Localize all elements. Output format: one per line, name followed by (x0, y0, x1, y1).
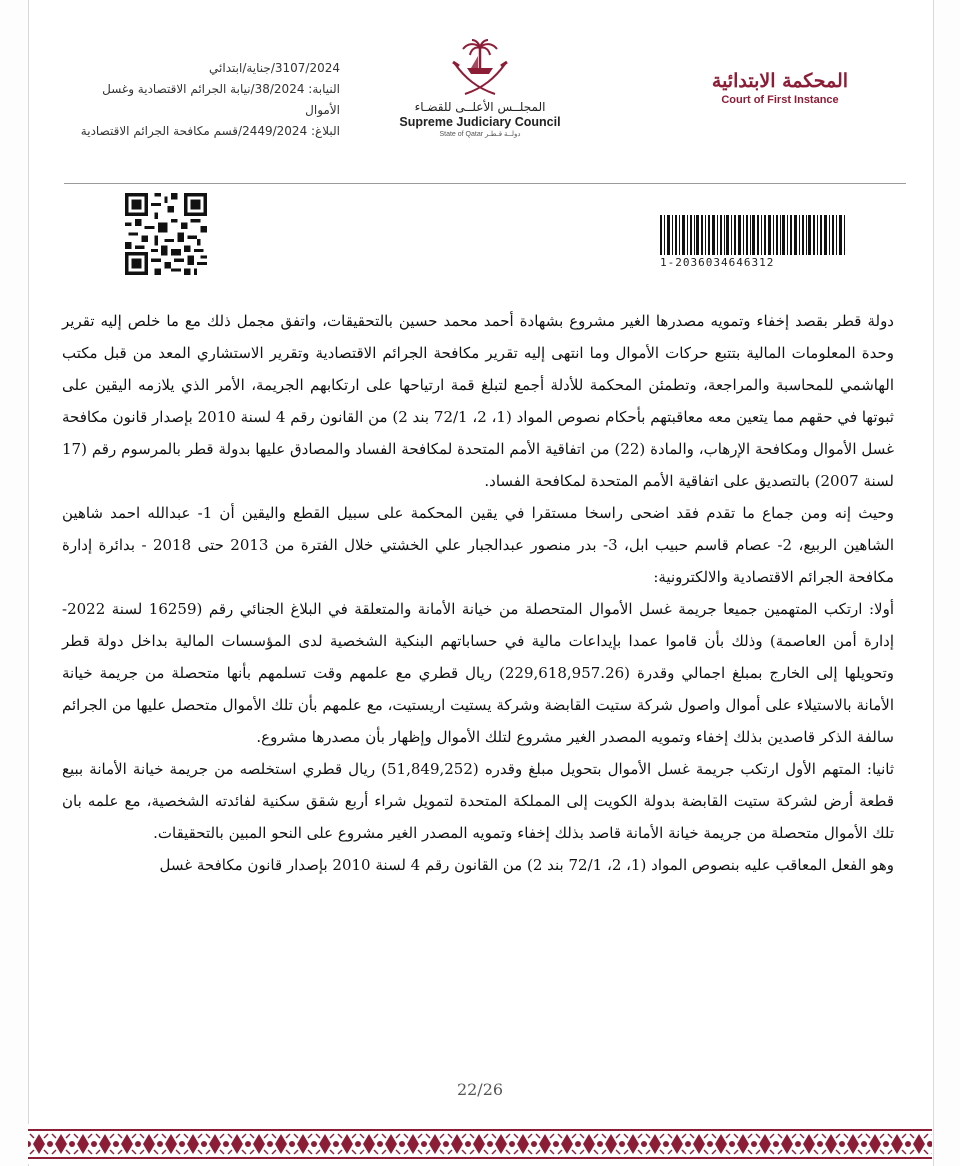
paragraph-charge-first: أولا: ارتكب المتهمين جميعا جريمة غسل الأموال المتحصلة من خيانة الأمانة والمتعلقة في البلاغ الجنائي رقم (16259 لسنة 2022- إدارة أمن العاصمة) وذلك بأن قاموا عمدا بإيداعات مالية في حساباتهم البنكية الشخصية لدى المؤسسات المالية بداخل دولة قطر وتحويلها إلى الخارج بمبلغ اجمالي وقدرة (229,618,957.26) ريال قطري مع علمهم وقت تسلمهم بأنها متحصلة من جريمة خيانة الأمانة بالاستيلاء على أموال واصول شركة ستيت القابضة وشركة يستيت اريستيت، مع علمهم بأن تلك الأموال متحصل عليها من الجرائم سالفة الذكر قاصدين بذلك إخفاء وتمويه المصدر الغير مشروع لتلك الأموال وإظهار بأن مصدرها مشروع. (62, 600, 894, 746)
palm-swords-emblem-icon (445, 38, 515, 98)
council-state-label: State of Qatar دولــة قـطـر (439, 131, 521, 138)
barcode-icon (660, 215, 845, 255)
council-name-english: Supreme Judiciary Council (399, 115, 561, 129)
case-number: 3107/2024/جناية/ابتدائي (209, 61, 340, 75)
header-divider (64, 183, 906, 184)
qr-code-icon (125, 193, 207, 275)
prosecution-reference: النيابة: 38/2024/نيابة الجرائم الاقتصادية وغسل (102, 82, 340, 96)
paragraph-charge-second: ثانيا: المتهم الأول ارتكب جريمة غسل الأموال بتحويل مبلغ وقدره (51,849,252) ريال قطري استخلصه من جريمة خيانة الأمانة ببيع قطعة أرض لشركة ستيت القابضة بدولة الكويت إلى المملكة المتحدة لتمويل شراء أربع شقق سكنية لفائدته الشخصية، مع علمه بان تلك الأموال متحصلة من جريمة خيانة الأمانة قاصد بذلك إخفاء وتمويه المصدر الغير مشروع على النحو المبين بالتحقيقات. (62, 760, 894, 842)
paragraph-penalty-articles: وهو الفعل المعاقب عليه بنصوص المواد (1، 2، 72/1 بند 2) من القانون رقم 4 لسنة 2010 بإصدار قانون مكافحة غسل (159, 856, 894, 874)
court-name-english: Court of First Instance (721, 94, 839, 106)
council-name-arabic: المجلــس الأعلــى للقضـاء (414, 100, 546, 114)
paragraph-evidence: دولة قطر بقصد إخفاء وتمويه مصدرها الغير مشروع بشهادة أحمد محمد حسين بالتحقيقات، واتفق مجمل ذلك مع ما خلص إليه تقرير وحدة المعلومات المالية بتتبع حركات الأموال وما انتهى إليه تقرير مكافحة الجرائم الاقتصادية وتقرير الاستشاري المعد من قبل مكتب الهاشمي للمحاسبة والمراجعة، وتطمئن المحكمة للأدلة أجمع لتبلغ قمة ارتياحها على ارتكابهم الجريمة، الأمر الذي يلازمه اليقين على ثبوتها في حقهم مما يتعين معه معاقبتهم بأحكام نصوص المواد (1، 2، 72/1 بند 2) من القانون رقم 4 لسنة 2010 بإصدار قانون مكافحة غسل الأموال ومكافحة الإرهاب، والمادة (22) من اتفاقية الأمم المتحدة لمكافحة الفساد والمصادق عليها بدولة قطر بالمرسوم رقم (17 لسنة 2007) بالتصديق على اتفاقية الأمم المتحدة لمكافحة الفساد. (62, 312, 894, 490)
case-reference-block (40, 58, 340, 142)
court-logo (700, 70, 860, 106)
prosecution-reference-cont: الأموال (305, 103, 340, 117)
supreme-judiciary-council-logo (390, 38, 570, 138)
footer-ornament-band (28, 1124, 932, 1164)
document-header (0, 0, 960, 190)
barcode-number: 1-2036034646312 (660, 256, 775, 269)
page-number: 22/26 (456, 1080, 504, 1099)
court-name-arabic: المحكمة الابتدائية (711, 70, 849, 92)
paragraph-defendants: وحيث إنه ومن جماع ما تقدم فقد اضحى راسخا مستقرا في يقين المحكمة على سبيل القطع واليقين أن 1- عبدالله احمد شاهين الشاهين الربيع، 2- عصام قاسم حبيب ابل، 3- بدر منصور عبدالجبار علي الخشتي خلال الفترة من 2013 حتى 2018 - بدائرة إدارة مكافحة الجرائم الاقتصادية والالكترونية: (62, 504, 895, 586)
report-reference: البلاغ: 2449/2024/قسم مكافحة الجرائم الاقتصادية (80, 124, 340, 138)
judgment-body (62, 305, 894, 881)
